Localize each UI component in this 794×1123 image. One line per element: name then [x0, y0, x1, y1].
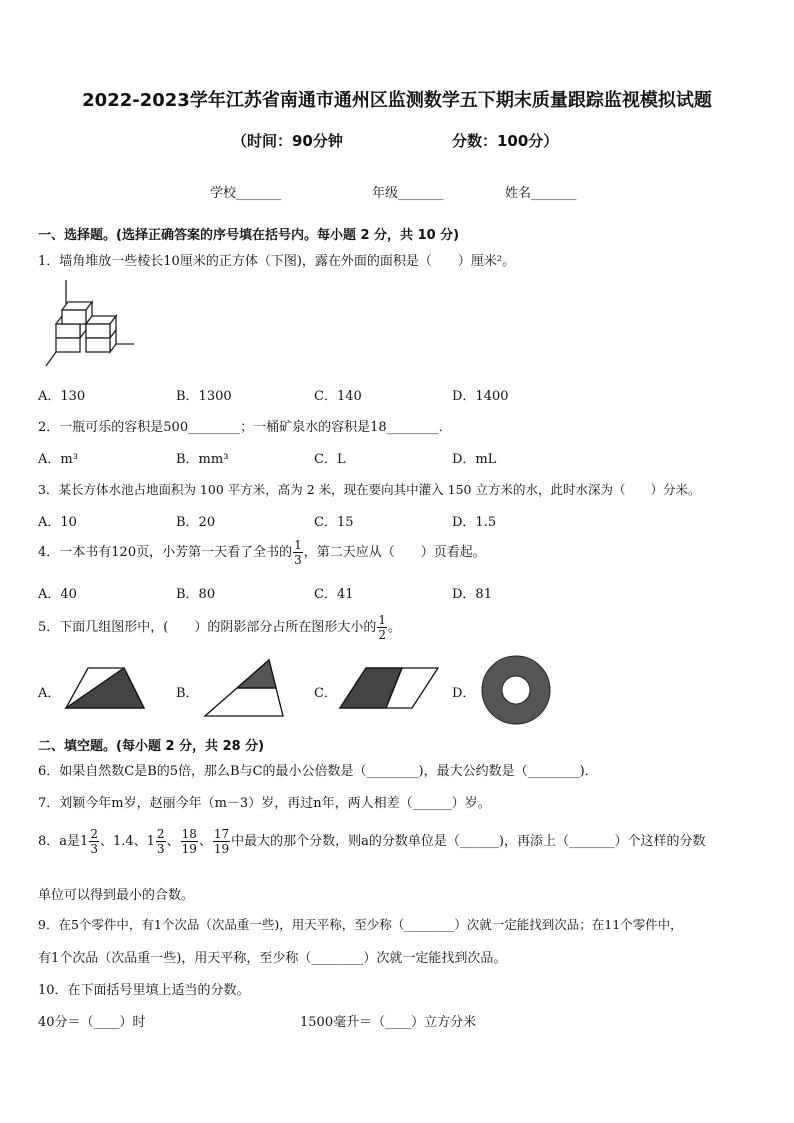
q2-option-b[interactable]: B．mm³ — [176, 452, 229, 467]
q8-mixed2-denominator: 3 — [156, 842, 165, 856]
q8-sep3: 、 — [198, 834, 212, 849]
q4-fraction-numerator: 1 — [294, 538, 302, 552]
question-10-text: 10．在下面括号里填上适当的分数。 — [38, 983, 250, 998]
q8-fraction4-denominator: 19 — [213, 842, 230, 856]
q8-mixed2-fraction — [156, 827, 166, 856]
name-field[interactable]: 姓名_______ — [505, 186, 577, 201]
q5-text-b: 。 — [387, 620, 401, 635]
q5-triangle-figure — [203, 658, 285, 718]
page-title: 2022-2023学年江苏省南通市通州区监测数学五下期末质量跟踪监视模拟试题 — [82, 90, 712, 111]
q1-option-a[interactable]: A．130 — [38, 389, 86, 404]
q4-fraction — [293, 538, 303, 567]
q8-mixed2-numerator: 2 — [156, 827, 165, 841]
q3-option-c[interactable]: C．15 — [314, 515, 354, 530]
question-8-line2: 单位可以得到最小的合数。 — [38, 888, 195, 903]
school-field[interactable]: 学校_______ — [210, 186, 282, 201]
q10-part-a: 40分＝（____）时 — [38, 1015, 146, 1030]
question-9-line2: 有1个次品（次品重一些)，用天平称，至少称（________）次就一定能找到次品。 — [38, 951, 507, 966]
section-heading-choice: 一、选择题。(选择正确答案的序号填在括号内。每小题 2 分，共 10 分) — [38, 228, 460, 243]
question-9-line1: 9．在5个零件中，有1个次品（次品重一些)，用天平称，至少称（________）次就一定能找到次品；在11个零件中， — [38, 917, 683, 932]
q2-option-a[interactable]: A．m³ — [38, 452, 78, 467]
q5-option-d[interactable]: D． — [452, 686, 476, 701]
q8-mixed1-whole: 1 — [80, 834, 89, 849]
q8-tail: 中最大的那个分数，则a的分数单位是（______)，再添上（_______）个这样的分数 — [231, 834, 706, 849]
q4-text-b: ，第二天应从（ ）页看起。 — [303, 545, 486, 560]
cube-stack-figure — [46, 280, 138, 370]
q8-mixed2-whole: 1 — [146, 834, 155, 849]
question-6-text: 6．如果自然数C是B的5倍，那么B与C的最小公倍数是（________)，最大公约数是（________)． — [38, 764, 598, 779]
grade-field[interactable]: 年级_______ — [372, 186, 444, 201]
q2-option-d[interactable]: D．mL — [452, 452, 497, 467]
q4-option-b[interactable]: B．80 — [176, 587, 216, 602]
q5-trapezoid-figure — [64, 666, 146, 710]
exam-time: （时间：90分钟 — [232, 132, 343, 150]
q1-option-d[interactable]: D．1400 — [452, 389, 509, 404]
question-1-text: 1．墙角堆放一些棱长10厘米的正方体（下图)，露在外面的面积是（ ）厘米²。 — [38, 254, 516, 269]
section-heading-fill: 二、填空题。(每小题 2 分，共 28 分) — [38, 739, 265, 754]
question-4-text — [38, 538, 486, 567]
q8-fraction3-numerator: 18 — [181, 827, 197, 841]
question-8-text — [38, 827, 705, 856]
exam-score: 分数：100分） — [452, 132, 559, 150]
q5-fraction-denominator: 2 — [378, 628, 386, 642]
q4-text-a: 4．一本书有120页，小芳第一天看了全书的 — [38, 545, 293, 560]
q8-sep1: 、1.4、 — [99, 834, 147, 849]
q8-mixed1-denominator: 3 — [90, 842, 98, 856]
q8-sep2: 、 — [166, 834, 180, 849]
q8-fraction3-denominator: 19 — [181, 842, 197, 856]
q5-option-a[interactable]: A． — [38, 686, 61, 701]
q5-option-b[interactable]: B． — [176, 686, 199, 701]
q2-option-c[interactable]: C．L — [314, 452, 346, 467]
q4-option-a[interactable]: A．40 — [38, 587, 77, 602]
q10-part-b: 1500毫升＝（____）立方分米 — [300, 1015, 477, 1030]
q8-mixed1-numerator: 2 — [90, 827, 98, 841]
q3-option-a[interactable]: A．10 — [38, 515, 77, 530]
question-3-text: 3．某长方体水池占地面积为 100 平方米，高为 2 米，现在要向其中灌入 150 立方米的水，此时水深为（ ）分米。 — [38, 482, 701, 497]
q8-fraction4 — [213, 827, 230, 856]
q3-option-d[interactable]: D．1.5 — [452, 515, 497, 530]
q1-option-b[interactable]: B．1300 — [176, 389, 232, 404]
q3-option-b[interactable]: B．20 — [176, 515, 216, 530]
question-2-text: 2．一瓶可乐的容积是500________；一桶矿泉水的容积是18________． — [38, 420, 452, 435]
q5-fraction-numerator: 1 — [378, 613, 386, 627]
q8-fraction3 — [181, 827, 198, 856]
q4-option-c[interactable]: C．41 — [314, 587, 354, 602]
q4-option-d[interactable]: D．81 — [452, 587, 492, 602]
q5-option-c[interactable]: C． — [314, 686, 337, 701]
q8-lead: 8．a是 — [38, 834, 81, 849]
q4-fraction-denominator: 3 — [294, 553, 302, 567]
question-7-text: 7．刘颖今年m岁，赵丽今年（m－3）岁，再过n年，两人相差（______）岁。 — [38, 796, 491, 811]
q8-fraction4-numerator: 17 — [213, 827, 230, 841]
q5-ring-figure — [480, 654, 552, 726]
q5-parallelogram-figure — [338, 666, 440, 710]
question-5-text — [38, 613, 401, 642]
q5-fraction — [377, 613, 387, 642]
q5-text-a: 5．下面几组图形中，( ）的阴影部分占所在图形大小的 — [38, 620, 377, 635]
q1-option-c[interactable]: C．140 — [314, 389, 362, 404]
q8-mixed1-fraction — [89, 827, 99, 856]
